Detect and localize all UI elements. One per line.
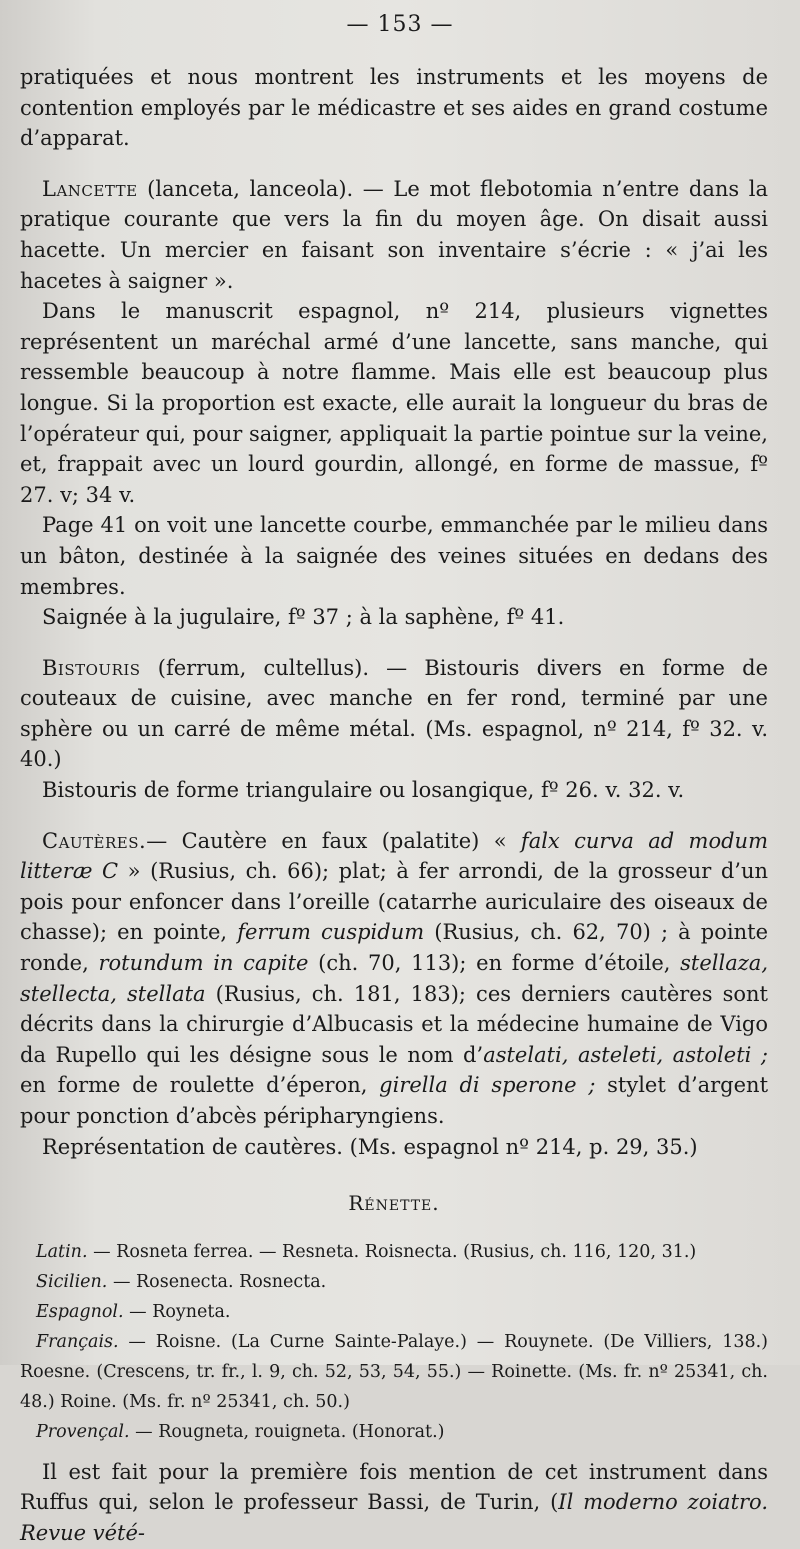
bistouris-text: (ferrum, cultellus). — Bistouris divers en forme de couteaux de cuisine, avec manche en fer rond, terminé par une sphère ou un carré de même métal. (Ms. espagnol, nº 214, fº 32. v. 40.) <box>20 655 768 772</box>
intro-paragraph: pratiquées et nous montrent les instruments et les moyens de contention employés par le médicastre et ses aides en grand costume d’apparat. <box>20 65 768 151</box>
cauteres-paragraph: Cautères.— Cautère en faux (palatite) « falx curva ad modum litteræ C » (Rusius, ch. 66); plat; à fer arrondi, de la grosseur d’un pois pour enfoncer dans l’oreille (catarrhe auriculaire des oiseaux de chasse); en pointe, ferrum cuspidum (Rusius, ch. 62, 70) ; à pointe ronde, rotundum in capite (ch. 70, 113); en forme d’étoile, stellaza, stellecta, stellata (Rusius, ch. 181, 183); ces derniers cautères sont décrits dans la chirurgie d’Albucasis et la médecine humaine de Vigo da Rupello qui les désigne sous le nom d’astelati, asteleti, astoleti ; en forme de roulette d’éperon, girella di sperone ; stylet d’argent pour ponction d’abcès péripharyngiens. <box>20 828 769 1128</box>
lancette-text: (lanceta, lanceola). — Le mot flebotomia n’entre dans la pratique courante que vers la fin du moyen âge. On disait aussi hacette. Un mercier en faisant son inventaire s’écrie : « j’ai les hacetes à saigner ». <box>20 176 768 293</box>
list-item: Français. — Roisne. (La Curne Sainte-Palaye.) — Rouynete. (De Villiers, 138.) Roesne. (Crescens, tr. fr., l. 9, ch. 52, 53, 54, 55.) — Roinette. (Ms. fr. nº 25341, ch. 48.) Roine. (Ms. fr. nº 25341, ch. 50.) <box>20 1331 768 1412</box>
bistouris-paragraph <box>20 653 768 775</box>
list-item: Provençal. — Rougneta, rouigneta. (Honorat.) <box>36 1421 445 1442</box>
lancette-page41-paragraph: Page 41 on voit une lancette courbe, emmanchée par le milieu dans un bâton, destinée à la saignée des veines situées en dedans des membres. <box>20 513 768 599</box>
renette-final-paragraph: Il est fait pour la première fois mention de cet instrument dans Ruffus qui, selon le professeur Bassi, de Turin, (Il moderno zoiatro. Revue vété- <box>20 1459 768 1545</box>
list-item: Sicilien. — Rosenecta. Rosnecta. <box>36 1271 327 1292</box>
list-item: Espagnol. — Royneta. <box>36 1301 231 1322</box>
cauteres-term: Cautères. <box>42 828 147 853</box>
lancette-saignee-paragraph: Saignée à la jugulaire, fº 37 ; à la saphène, fº 41. <box>42 605 565 630</box>
lancette-manuscript-paragraph: Dans le manuscrit espagnol, nº 214, plusieurs vignettes représentent un maréchal armé d’une lancette, sans manche, qui ressemble beaucoup à notre flamme. Mais elle est beaucoup plus longue. Si la proportion est exacte, elle aurait la longueur du bras de l’opérateur qui, pour saigner, appliquait la partie pointue sur la veine, et, frappait avec un lourd gourdin, allongé, en forme de massue, fº 27. v; 34 v. <box>20 299 768 507</box>
bistouris-forme-paragraph: Bistouris de forme triangulaire ou losangique, fº 26. v. 32. v. <box>42 778 685 803</box>
page-number: — 153 — <box>346 12 454 37</box>
bistouris-term: Bistouris <box>42 655 141 680</box>
renette-names-list <box>20 1237 768 1447</box>
lancette-paragraph <box>20 174 768 296</box>
page-body <box>20 62 768 1549</box>
cauteres-representation-paragraph: Représentation de cautères. (Ms. espagnol nº 214, p. 29, 35.) <box>42 1134 698 1159</box>
renette-heading: Rénette. <box>348 1191 440 1216</box>
lancette-term: Lancette <box>42 176 138 201</box>
list-item: Latin. — Rosneta ferrea. — Resneta. Roisnecta. (Rusius, ch. 116, 120, 31.) <box>36 1241 697 1262</box>
